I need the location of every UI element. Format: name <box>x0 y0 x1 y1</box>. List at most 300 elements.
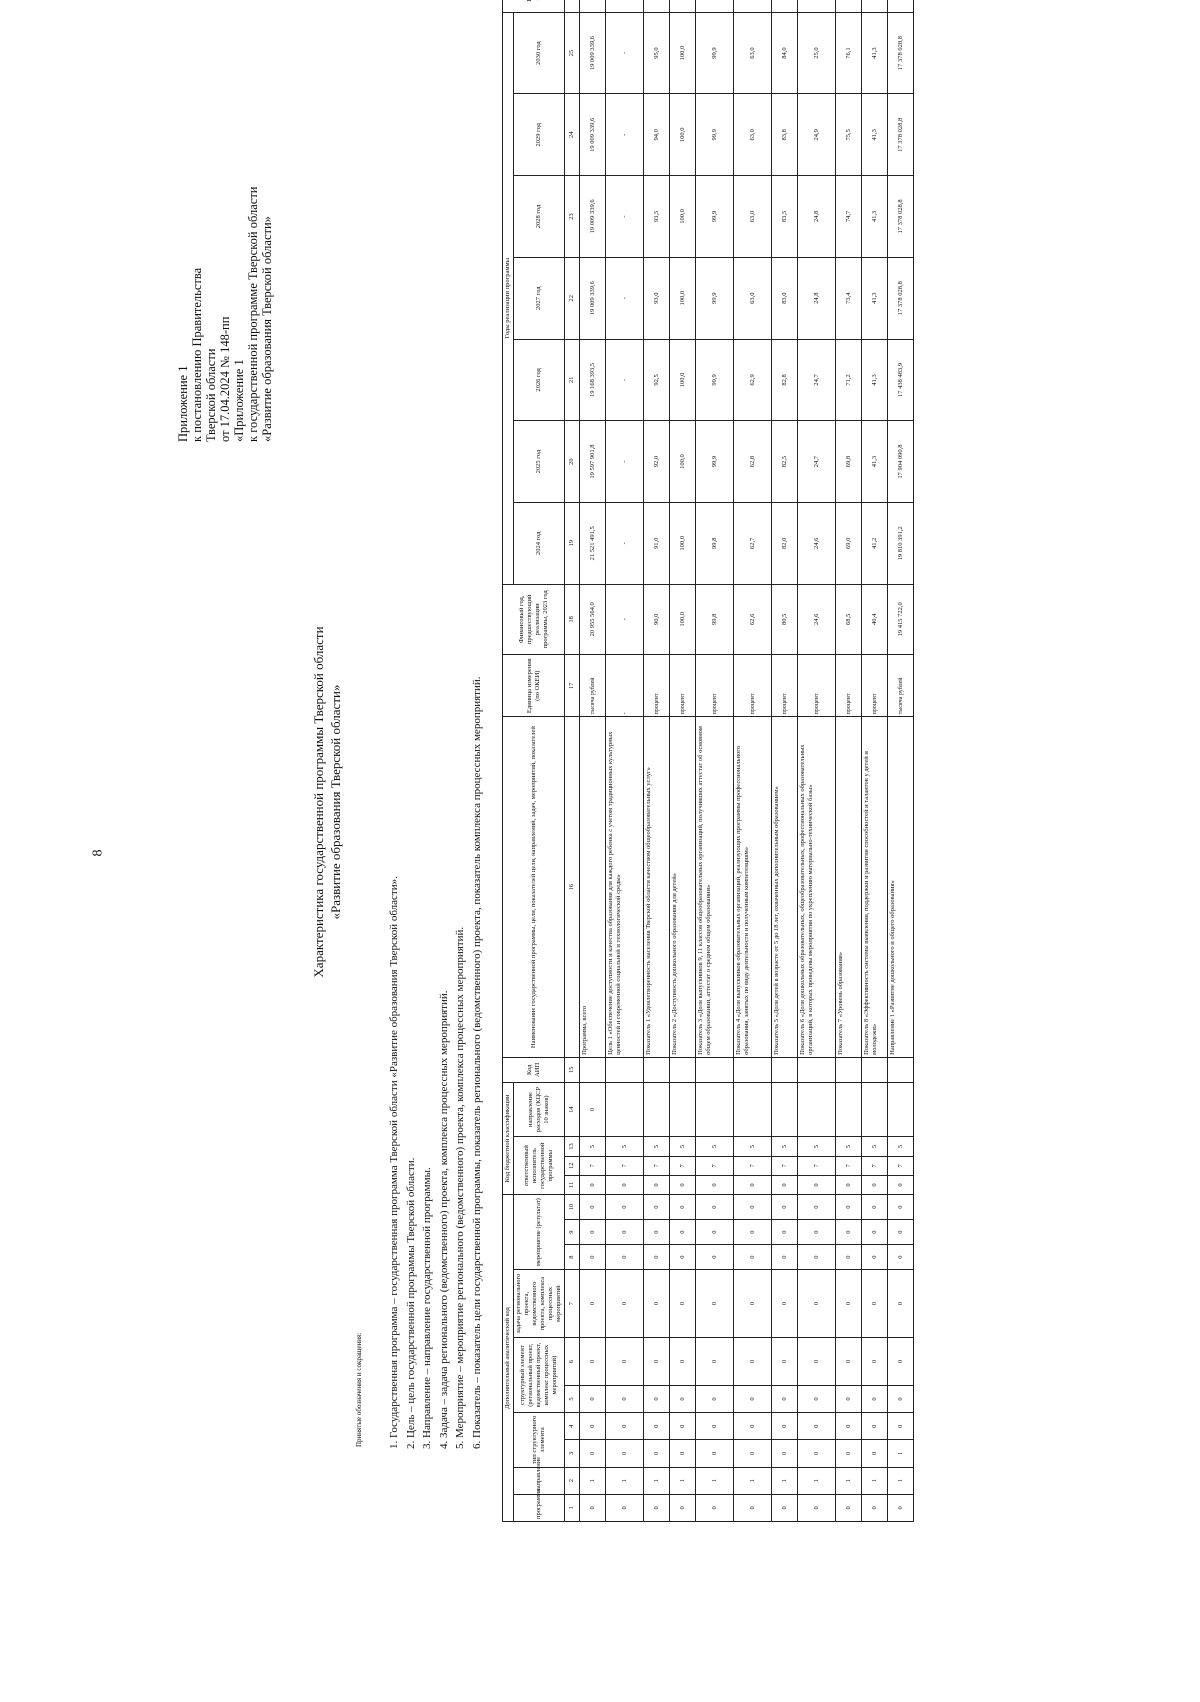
col-number: 19 <box>565 502 580 584</box>
code-cell: 7 <box>580 1156 606 1175</box>
target-value-cell <box>734 0 772 12</box>
hdr-year-2030: 2030 год <box>514 12 565 94</box>
hdr-year-2029: 2029 год <box>514 94 565 176</box>
code-cell: 0 <box>670 1494 696 1521</box>
unit-cell: процент <box>772 655 798 717</box>
code-cell: 0 <box>862 1220 888 1245</box>
code-cell: 0 <box>888 1413 914 1440</box>
hdr-task: задача регионального проекта, ведомственного проекта, комплекса процессных мероприятий <box>514 1270 565 1338</box>
value-cell: 19 009 339,6 <box>580 176 606 258</box>
code-cell: 0 <box>772 1245 798 1270</box>
code-cell: 0 <box>734 1270 772 1338</box>
unit-cell: процент <box>862 655 888 717</box>
col-number: 16 <box>565 717 580 1057</box>
code-cell: 1 <box>862 1467 888 1494</box>
code-cell: 0 <box>862 1338 888 1386</box>
code-cell: 0 <box>606 1413 644 1440</box>
value-cell: 93,0 <box>644 257 670 339</box>
code-cell <box>798 1082 836 1137</box>
code-cell: 0 <box>580 1082 606 1137</box>
code-cell: 0 <box>772 1270 798 1338</box>
code-cell: 0 <box>772 1220 798 1245</box>
legend-item: 3. Направление – направление государственной программы. <box>419 677 436 1438</box>
col-number: 11 <box>565 1175 580 1194</box>
value-cell: 84,0 <box>772 12 798 94</box>
value-cell: 99,9 <box>696 257 734 339</box>
value-cell: 71,2 <box>836 339 862 421</box>
code-cell: 0 <box>606 1270 644 1338</box>
code-cell: 7 <box>836 1156 862 1175</box>
code-cell <box>696 1082 734 1137</box>
code-cell: 1 <box>580 1467 606 1494</box>
code-cell: 0 <box>888 1175 914 1194</box>
code-cell: 0 <box>696 1270 734 1338</box>
value-cell: 100,0 <box>670 584 696 654</box>
code-cell <box>836 1082 862 1137</box>
code-cell: 1 <box>772 1467 798 1494</box>
hdr-dop-code: Дополнительный аналитический код <box>503 1195 514 1522</box>
code-cell: 7 <box>734 1156 772 1175</box>
table-row <box>696 0 734 1522</box>
unit-cell: процент <box>836 655 862 717</box>
target-value-cell <box>798 0 836 12</box>
code-cell: 0 <box>798 1338 836 1386</box>
value-cell: 21 521 491,5 <box>580 502 606 584</box>
code-cell: 1 <box>670 1467 696 1494</box>
unit-cell: процент <box>644 655 670 717</box>
code-cell: 0 <box>644 1494 670 1521</box>
value-cell: 99,8 <box>696 502 734 584</box>
value-cell: 24,9 <box>798 94 836 176</box>
code-cell: 0 <box>696 1220 734 1245</box>
value-cell: 68,5 <box>836 584 862 654</box>
code-cell: 0 <box>580 1494 606 1521</box>
col-number: 10 <box>565 1195 580 1220</box>
code-cell: 0 <box>888 1220 914 1245</box>
value-cell: 17 378 028,8 <box>888 257 914 339</box>
value-cell: 76,1 <box>836 12 862 94</box>
code-cell <box>836 1057 862 1082</box>
code-cell: 0 <box>644 1175 670 1194</box>
value-cell: 99,9 <box>696 12 734 94</box>
value-cell: - <box>606 176 644 258</box>
code-cell: 0 <box>798 1440 836 1467</box>
code-cell: 0 <box>862 1413 888 1440</box>
target-value-cell <box>888 0 914 12</box>
code-cell: 0 <box>670 1220 696 1245</box>
appendix-line: «Развитие образования Тверской области» <box>260 216 274 442</box>
col-number: 8 <box>565 1245 580 1270</box>
code-cell: 0 <box>580 1385 606 1412</box>
indicator-name-cell: Показатель 8 «Эффективность системы выявления, поддержки и развития способностей и талантов у детей и молодежи» <box>862 717 888 1057</box>
legend-item: 2. Цель – цель государственной программы Тверской области. <box>403 677 420 1438</box>
code-cell: 0 <box>644 1195 670 1220</box>
value-cell: 83,0 <box>772 257 798 339</box>
code-cell: 1 <box>888 1440 914 1467</box>
code-cell: 0 <box>888 1195 914 1220</box>
code-cell: 0 <box>644 1385 670 1412</box>
indicator-name-cell: Цель 1 «Обеспечение доступности и качества образования для каждого ребенка с учетом традиционных культурных ценностей и современной социальной и технологической среды» <box>606 717 644 1057</box>
appendix-line: «Приложение 1 <box>232 359 246 442</box>
code-cell: 0 <box>696 1245 734 1270</box>
value-cell: - <box>606 257 644 339</box>
code-cell: 0 <box>836 1245 862 1270</box>
hdr-direction: направление <box>514 1467 565 1494</box>
code-cell: 7 <box>798 1156 836 1175</box>
code-cell: 5 <box>798 1137 836 1156</box>
value-cell: 92,5 <box>644 339 670 421</box>
code-cell: 7 <box>644 1156 670 1175</box>
value-cell: 24,6 <box>798 502 836 584</box>
code-cell: 0 <box>734 1245 772 1270</box>
code-cell: 0 <box>670 1175 696 1194</box>
value-cell: 91,0 <box>644 502 670 584</box>
code-cell: 0 <box>606 1440 644 1467</box>
value-cell: 17 904 090,8 <box>888 421 914 503</box>
program-characteristics-table <box>502 0 914 1522</box>
code-cell: 0 <box>580 1270 606 1338</box>
code-cell: 0 <box>798 1385 836 1412</box>
code-cell: 0 <box>580 1413 606 1440</box>
code-cell <box>772 1057 798 1082</box>
unit-cell: процент <box>696 655 734 717</box>
value-cell: 99,8 <box>696 584 734 654</box>
table-row <box>862 0 888 1522</box>
code-cell: 0 <box>862 1270 888 1338</box>
code-cell: 0 <box>734 1385 772 1412</box>
col-number: 9 <box>565 1220 580 1245</box>
code-cell: 0 <box>772 1385 798 1412</box>
code-cell: 0 <box>798 1270 836 1338</box>
hdr-event: мероприятие (результат) <box>514 1195 565 1270</box>
value-cell: 19 415 722,0 <box>888 584 914 654</box>
code-cell: 0 <box>670 1440 696 1467</box>
col-number: 24 <box>565 94 580 176</box>
title-line-1: Характеристика государственной программы Тверской области <box>311 626 326 978</box>
code-cell <box>644 1057 670 1082</box>
code-cell <box>862 1057 888 1082</box>
col-number: 13 <box>565 1137 580 1156</box>
code-cell: 0 <box>606 1385 644 1412</box>
value-cell: 82,8 <box>772 339 798 421</box>
value-cell: 25,0 <box>798 12 836 94</box>
value-cell: - <box>606 421 644 503</box>
code-cell: 1 <box>734 1467 772 1494</box>
value-cell: 62,8 <box>734 421 772 503</box>
code-cell: 0 <box>696 1338 734 1386</box>
value-cell: 41,3 <box>862 176 888 258</box>
code-cell: 0 <box>734 1338 772 1386</box>
table-row <box>836 0 862 1522</box>
hdr-program: программа <box>514 1494 565 1521</box>
code-cell <box>862 1082 888 1137</box>
value-cell: 74,7 <box>836 176 862 258</box>
hdr-target <box>503 0 565 12</box>
value-cell: 19 009 339,6 <box>580 257 606 339</box>
table-row <box>772 0 798 1522</box>
value-cell: 69,0 <box>836 502 862 584</box>
col-number: 6 <box>565 1338 580 1386</box>
indicator-name-cell: Показатель 5 «Доля детей в возрасте от 5 до 18 лет, охваченных дополнительным образованием» <box>772 717 798 1057</box>
code-cell <box>644 1082 670 1137</box>
code-cell: 0 <box>836 1413 862 1440</box>
code-cell: 0 <box>798 1220 836 1245</box>
code-cell: 5 <box>670 1137 696 1156</box>
value-cell: 20 955 564,0 <box>580 584 606 654</box>
code-cell: 0 <box>644 1338 670 1386</box>
code-cell: 1 <box>644 1467 670 1494</box>
code-cell: 0 <box>772 1494 798 1521</box>
code-cell: 0 <box>644 1440 670 1467</box>
value-cell: 24,8 <box>798 257 836 339</box>
code-cell: 0 <box>772 1413 798 1440</box>
value-cell: 62,9 <box>734 339 772 421</box>
col-number: 22 <box>565 257 580 339</box>
value-cell: 41,3 <box>862 339 888 421</box>
col-number: 15 <box>565 1057 580 1082</box>
value-cell: 62,6 <box>734 584 772 654</box>
unit-cell: - <box>606 655 644 717</box>
value-cell: 99,9 <box>696 94 734 176</box>
code-cell: 0 <box>670 1338 696 1386</box>
indicator-name-cell: Показатель 4 «Доля выпускников образовательных организаций, реализующих программы профессионального образования, занятых по виду деятельности и полученным компетенциям» <box>734 717 772 1057</box>
value-cell: 17 378 028,8 <box>888 94 914 176</box>
hdr-struct-elem: структурный элемент (региональный проект, ведомственный проект, комплекс процессных мероприятий) <box>514 1338 565 1413</box>
code-cell: 0 <box>862 1175 888 1194</box>
value-cell: 41,2 <box>862 502 888 584</box>
value-cell: 99,9 <box>696 421 734 503</box>
code-cell <box>606 1082 644 1137</box>
code-cell: 7 <box>606 1156 644 1175</box>
value-cell: 41,3 <box>862 421 888 503</box>
value-cell: 100,0 <box>670 339 696 421</box>
value-cell: 100,0 <box>670 257 696 339</box>
hdr-aip: Код АИП <box>503 1057 565 1082</box>
header-row-1 <box>503 0 514 1522</box>
value-cell: 24,7 <box>798 339 836 421</box>
target-value-cell <box>580 0 606 12</box>
code-cell: 0 <box>836 1385 862 1412</box>
hdr-name: Наименование государственной программы, цели, показателей цели, направлений, задач, мероприятий, показателей <box>503 717 565 1057</box>
code-cell <box>734 1082 772 1137</box>
indicator-name-cell: Показатель 6 «Доля дошкольных образовательных, общеобразовательных, профессиональных образовательных организаций, в которых проведены мероприятия по укреплению материально-технической базы» <box>798 717 836 1057</box>
value-cell: - <box>606 584 644 654</box>
title-line-2: «Развитие образования Тверской области» <box>328 684 343 920</box>
code-cell: 0 <box>734 1220 772 1245</box>
value-cell: 99,9 <box>696 176 734 258</box>
code-cell: 5 <box>888 1137 914 1156</box>
code-cell: 0 <box>606 1245 644 1270</box>
code-cell: 0 <box>888 1385 914 1412</box>
code-cell: 7 <box>696 1156 734 1175</box>
code-cell: 0 <box>798 1175 836 1194</box>
code-cell: 5 <box>696 1137 734 1156</box>
value-cell: 62,7 <box>734 502 772 584</box>
code-cell: 0 <box>772 1175 798 1194</box>
target-value-cell <box>644 0 670 12</box>
appendix-line: Приложение 1 <box>176 365 190 442</box>
col-number: 25 <box>565 12 580 94</box>
code-cell: 0 <box>696 1440 734 1467</box>
indicator-name-cell: Направление 1 «Развитие дошкольного и общего образования» <box>888 717 914 1057</box>
value-cell: 90,0 <box>644 584 670 654</box>
code-cell: 0 <box>888 1494 914 1521</box>
code-cell: 0 <box>734 1175 772 1194</box>
indicator-name-cell: Программа, всего <box>580 717 606 1057</box>
value-cell: 99,9 <box>696 339 734 421</box>
value-cell: 40,4 <box>862 584 888 654</box>
appendix-line: к постановлению Правительства <box>190 267 204 442</box>
code-cell: 0 <box>696 1175 734 1194</box>
col-number: 14 <box>565 1082 580 1137</box>
target-value-cell <box>836 0 862 12</box>
indicator-name-cell: Показатель 3 «Доля выпускников 9, 11 классов общеобразовательных организаций, получивших аттестат об основном общем образовании, аттестат о среднем общем образовании» <box>696 717 734 1057</box>
code-cell: 0 <box>670 1385 696 1412</box>
code-cell: 0 <box>670 1245 696 1270</box>
code-cell: 5 <box>836 1137 862 1156</box>
value-cell: 73,4 <box>836 257 862 339</box>
target-value-cell <box>670 0 696 12</box>
code-cell: 1 <box>836 1467 862 1494</box>
hdr-year-2026: 2026 год <box>514 339 565 421</box>
value-cell: - <box>606 502 644 584</box>
code-cell: 5 <box>580 1137 606 1156</box>
unit-cell: процент <box>798 655 836 717</box>
code-cell: 0 <box>580 1195 606 1220</box>
appendix-block <box>176 187 274 443</box>
code-cell <box>772 1082 798 1137</box>
code-cell: 0 <box>862 1440 888 1467</box>
code-cell: 0 <box>606 1338 644 1386</box>
code-cell: 0 <box>606 1195 644 1220</box>
column-number-row <box>565 0 580 1522</box>
code-cell: 0 <box>798 1413 836 1440</box>
abbreviations-note: Принятые обозначения и сокращения: <box>355 1332 363 1447</box>
code-cell: 0 <box>580 1245 606 1270</box>
code-cell: 0 <box>836 1270 862 1338</box>
value-cell: 83,8 <box>772 94 798 176</box>
value-cell: 63,0 <box>734 94 772 176</box>
code-cell: 0 <box>580 1175 606 1194</box>
col-number: 3 <box>565 1440 580 1467</box>
code-cell: 0 <box>836 1494 862 1521</box>
table-body <box>580 0 914 1522</box>
code-cell: 0 <box>606 1220 644 1245</box>
hdr-year-2024: 2024 год <box>514 502 565 584</box>
code-cell: 5 <box>734 1137 772 1156</box>
code-cell <box>888 1082 914 1137</box>
hdr-struct-type: тип структурного элемента <box>514 1413 565 1467</box>
target-value-cell <box>696 0 734 12</box>
appendix-line: от 17.04.2024 № 148-пп <box>218 316 232 442</box>
table-row <box>888 0 914 1522</box>
code-cell: 1 <box>696 1467 734 1494</box>
value-cell: 19 009 339,6 <box>580 12 606 94</box>
code-cell: 0 <box>888 1270 914 1338</box>
value-cell: 82,0 <box>772 502 798 584</box>
code-cell: 0 <box>862 1494 888 1521</box>
code-cell: 0 <box>734 1413 772 1440</box>
hdr-fin-year: Финансовый год, предшествующий реализации программы, 2023 год <box>503 584 565 654</box>
code-cell: 0 <box>644 1413 670 1440</box>
value-cell: 100,0 <box>670 12 696 94</box>
unit-cell: тысяча рублей <box>888 655 914 717</box>
value-cell: 100,0 <box>670 94 696 176</box>
code-cell: 0 <box>670 1195 696 1220</box>
appendix-line: к государственной программе Тверской области <box>246 186 260 442</box>
code-cell: 0 <box>580 1440 606 1467</box>
value-cell: 63,0 <box>734 257 772 339</box>
col-number: 21 <box>565 339 580 421</box>
code-cell: 0 <box>734 1440 772 1467</box>
code-cell: 0 <box>772 1195 798 1220</box>
value-cell: 95,0 <box>644 12 670 94</box>
code-cell: 0 <box>836 1195 862 1220</box>
value-cell: - <box>606 339 644 421</box>
value-cell: 24,6 <box>798 584 836 654</box>
value-cell: 19 168 393,5 <box>580 339 606 421</box>
value-cell: 94,0 <box>644 94 670 176</box>
value-cell: 17 378 028,8 <box>888 176 914 258</box>
col-number <box>565 0 580 12</box>
code-cell: 1 <box>606 1467 644 1494</box>
code-cell <box>580 1057 606 1082</box>
value-cell: 24,8 <box>798 176 836 258</box>
code-cell: 0 <box>772 1440 798 1467</box>
value-cell: 17 378 028,8 <box>888 12 914 94</box>
value-cell: 80,5 <box>772 584 798 654</box>
col-number: 12 <box>565 1156 580 1175</box>
code-cell: 0 <box>670 1413 696 1440</box>
code-cell <box>670 1082 696 1137</box>
value-cell: 69,8 <box>836 421 862 503</box>
code-cell: 0 <box>606 1494 644 1521</box>
value-cell: - <box>606 12 644 94</box>
hdr-unit: Единица измерения (по ОКЕИ) <box>503 655 565 717</box>
col-number: 1 <box>565 1494 580 1521</box>
hdr-expense-dir: направление расходов (КЦСР 10 знаков) <box>514 1082 565 1137</box>
target-value-cell <box>606 0 644 12</box>
code-cell: 0 <box>696 1494 734 1521</box>
legend-item: 5. Мероприятие – мероприятие регионального (ведомственного) проекта, комплекса процессных мероприятий. <box>452 677 469 1438</box>
legend-item: 6. Показатель – показатель цели государственной программы, показатель регионального (ведомственного) проекта, показатель комплекса процессных мероприятий. <box>469 677 486 1438</box>
value-cell: 41,3 <box>862 12 888 94</box>
value-cell: 82,5 <box>772 421 798 503</box>
code-cell: 7 <box>862 1156 888 1175</box>
code-cell: 0 <box>888 1338 914 1386</box>
col-number: 5 <box>565 1385 580 1412</box>
code-cell <box>696 1057 734 1082</box>
table-row <box>606 0 644 1522</box>
code-cell: 1 <box>798 1467 836 1494</box>
code-cell: 0 <box>836 1175 862 1194</box>
code-cell <box>670 1057 696 1082</box>
value-cell: 100,0 <box>670 502 696 584</box>
code-cell: 0 <box>836 1440 862 1467</box>
legend-item: 4. Задача – задача регионального (ведомственного) проекта, комплекса процессных мероприятий. <box>436 677 453 1438</box>
value-cell: 75,5 <box>836 94 862 176</box>
hdr-year-2025: 2025 год <box>514 421 565 503</box>
value-cell: 100,0 <box>670 421 696 503</box>
unit-cell: тысяча рублей <box>580 655 606 717</box>
indicator-name-cell: Показатель 7 «Уровень образования» <box>836 717 862 1057</box>
code-cell: 0 <box>862 1385 888 1412</box>
value-cell: 19 597 901,8 <box>580 421 606 503</box>
page-number: 8 <box>90 849 106 857</box>
value-cell: 93,5 <box>644 176 670 258</box>
table-row <box>734 0 772 1522</box>
value-cell: 83,5 <box>772 176 798 258</box>
